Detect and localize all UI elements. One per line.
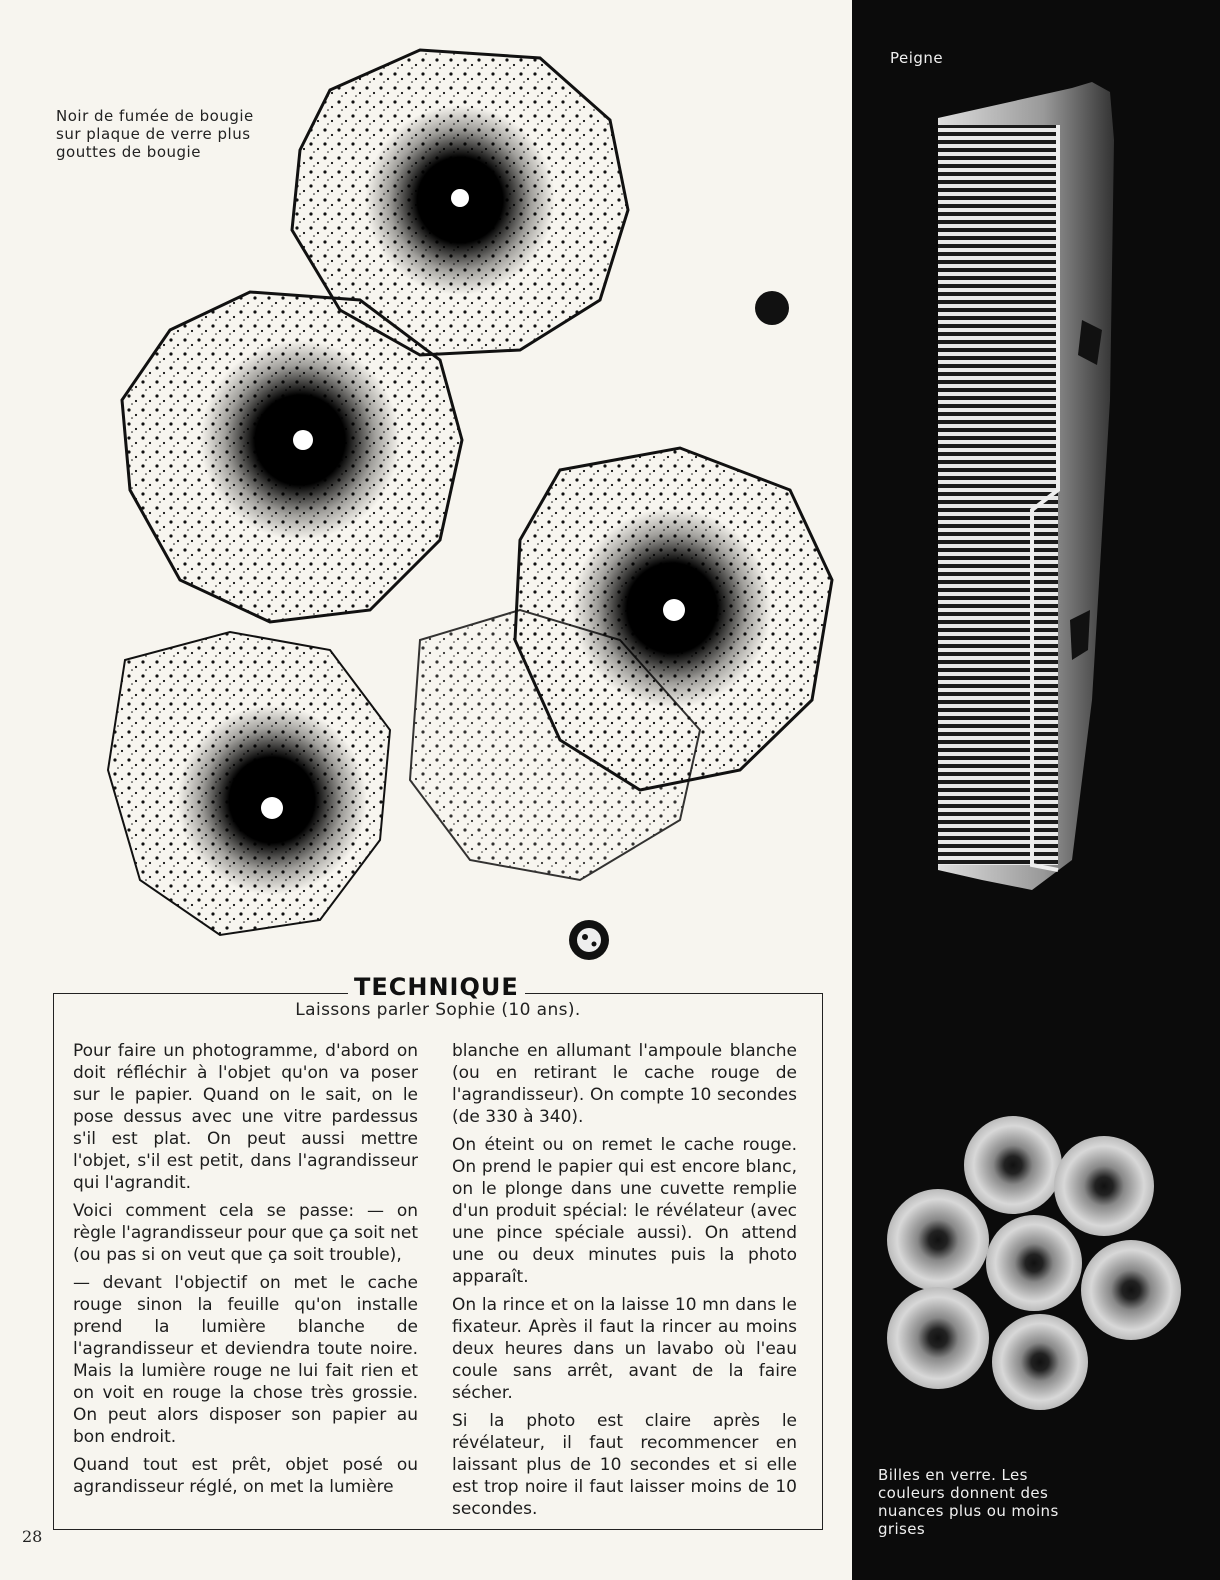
right-photo-panel	[852, 0, 1220, 1580]
caption-billes: Billes en verre. Les couleurs donnent des nuances plus ou moins grises	[878, 1466, 1059, 1538]
paragraph: blanche en allumant l'ampoule blanche (ou en retirant le cache rouge de l'agrandisseur). On compte 10 secondes (de 330 à 340).	[452, 1041, 797, 1127]
marble	[986, 1215, 1082, 1311]
soot-ring-small	[569, 920, 609, 960]
paragraph: On éteint ou on remet le cache rouge. On prend le papier qui est encore blanc, on le plonge dans une cuvette remplie d'un produit spécial: le révélateur (avec une pince spéciale aussi). On attend une ou deux minutes puis la photo apparaît.	[452, 1135, 797, 1287]
technique-subtitle: Laissons parler Sophie (10 ans).	[295, 1000, 581, 1020]
soot-drop-middle-left	[122, 292, 462, 622]
comb-and-marbles-image	[852, 0, 1220, 1580]
soot-drop-right	[410, 448, 832, 880]
technique-right-column	[452, 1040, 797, 1526]
page-number: 28	[22, 1527, 43, 1546]
soot-drop-bottom-left	[108, 632, 390, 935]
marble	[1054, 1136, 1154, 1236]
paragraph: Quand tout est prêt, objet posé ou agrandisseur réglé, on met la lumière	[73, 1455, 418, 1497]
soot-blob-small	[755, 291, 789, 325]
technique-title: TECHNIQUE	[348, 973, 525, 1001]
caption-fumee: Noir de fumée de bougie sur plaque de verre plus gouttes de bougie	[56, 107, 254, 161]
marble	[1081, 1240, 1181, 1340]
marble	[992, 1314, 1088, 1410]
marble	[887, 1189, 989, 1291]
caption-peigne: Peigne	[890, 49, 944, 67]
marble	[964, 1116, 1062, 1214]
paragraph: — devant l'objectif on met le cache rouge sinon la feuille qu'on installe prend la lumière blanche de l'agrandisseur et deviendra toute noire. Mais la lumière rouge ne lui fait rien et on voit en rouge la chose très grossie. On peut alors disposer son papier au bon endroit.	[73, 1273, 418, 1447]
technique-left-column	[73, 1040, 418, 1504]
marble	[887, 1287, 989, 1389]
paragraph: Voici comment cela se passe: — on règle l'agrandisseur pour que ça soit net (ou pas si on veut que ça soit trouble),	[73, 1201, 418, 1265]
paragraph: Pour faire un photogramme, d'abord on doit réfléchir à l'objet qu'on va poser sur le papier. Quand on le sait, on le pose dessus avec une vitre pardessus s'il est plat. On peut aussi mettre l'objet, s'il est petit, dans l'agrandisseur qui l'agrandit.	[73, 1041, 418, 1193]
paragraph: Si la photo est claire après le révélateur, il faut recommencer en laissant plus de 10 secondes et si elle est trop noire il faut laisser moins de 10 secondes.	[452, 1411, 797, 1519]
paragraph: On la rince et on la laisse 10 mn dans le fixateur. Après il faut la rincer au moins deux heures dans un lavabo où l'eau coule sans arrêt, avant de la faire sécher.	[452, 1295, 797, 1403]
comb-shape	[938, 82, 1114, 890]
